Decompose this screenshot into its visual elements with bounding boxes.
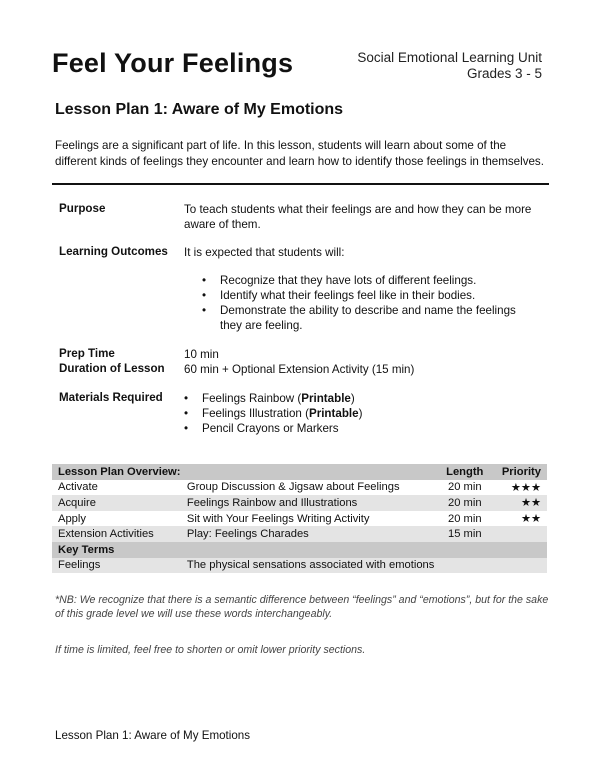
table-row: Acquire Feelings Rainbow and Illustrations 20 min ★★: [52, 495, 547, 511]
grade-range: Grades 3 - 5: [466, 66, 542, 81]
unit-info: [357, 50, 542, 82]
key-terms-header-row: [52, 542, 547, 558]
overview-header: Lesson Plan Overview:: [52, 464, 434, 480]
outcomes-label: Learning Outcomes: [59, 245, 168, 258]
priority-stars: ★★: [496, 511, 547, 527]
purpose-text: To teach students what their feelings are and how they can be more aware of them.: [184, 203, 532, 231]
list-item: • Recognize that they have lots of different feelings.: [202, 273, 537, 288]
table-row: Extension Activities Play: Feelings Charades 15 min: [52, 526, 547, 542]
list-item: • Demonstrate the ability to describe and name the feelings they are feeling.: [202, 303, 537, 333]
prep-time-value: 10 min: [184, 348, 219, 361]
purpose-label: Purpose: [59, 202, 106, 215]
list-item: • Feelings Rainbow (Printable): [184, 391, 524, 406]
intro-paragraph: Feelings are a significant part of life. In this lesson, students will learn about some of the different kinds of feelings they encounter and learn how to identify those feelings in themselves.: [55, 139, 544, 168]
length-header: Length: [434, 464, 496, 480]
key-terms-label: Key Terms: [52, 542, 547, 558]
outcomes-list: [202, 273, 537, 333]
prep-time-label: Prep Time: [59, 347, 115, 360]
nb-note: *NB: We recognize that there is a semantic difference between “feelings” and “emotions”, but for the sake of this grade level we will use these words interchangeably.: [55, 594, 549, 620]
section-divider: [52, 183, 549, 185]
materials-list: [184, 391, 524, 436]
page-title: Feel Your Feelings: [52, 48, 294, 78]
lesson-title: Lesson Plan 1: Aware of My Emotions: [55, 101, 344, 118]
duration-label: Duration of Lesson: [59, 362, 165, 375]
table-row: Feelings The physical sensations associated with emotions: [52, 558, 547, 574]
table-header-row: [52, 464, 547, 480]
table-row: Activate Group Discussion & Jigsaw about Feelings 20 min ★★★: [52, 480, 547, 496]
time-note: If time is limited, feel free to shorten or omit lower priority sections.: [55, 644, 366, 656]
page-footer: Lesson Plan 1: Aware of My Emotions: [55, 729, 251, 742]
priority-stars: ★★: [496, 495, 547, 511]
materials-label: Materials Required: [59, 391, 163, 404]
lesson-overview-table: [52, 464, 547, 573]
unit-name: Social Emotional Learning Unit: [357, 50, 542, 65]
priority-stars: [496, 526, 547, 542]
table-row: Apply Sit with Your Feelings Writing Activity 20 min ★★: [52, 511, 547, 527]
list-item: • Pencil Crayons or Markers: [184, 421, 524, 436]
outcomes-lead: It is expected that students will:: [184, 246, 345, 259]
priority-header: Priority: [496, 464, 547, 480]
priority-stars: ★★★: [496, 480, 547, 496]
list-item: • Feelings Illustration (Printable): [184, 406, 524, 421]
duration-value: 60 min + Optional Extension Activity (15 min): [184, 363, 415, 376]
list-item: • Identify what their feelings feel like in their bodies.: [202, 288, 537, 303]
